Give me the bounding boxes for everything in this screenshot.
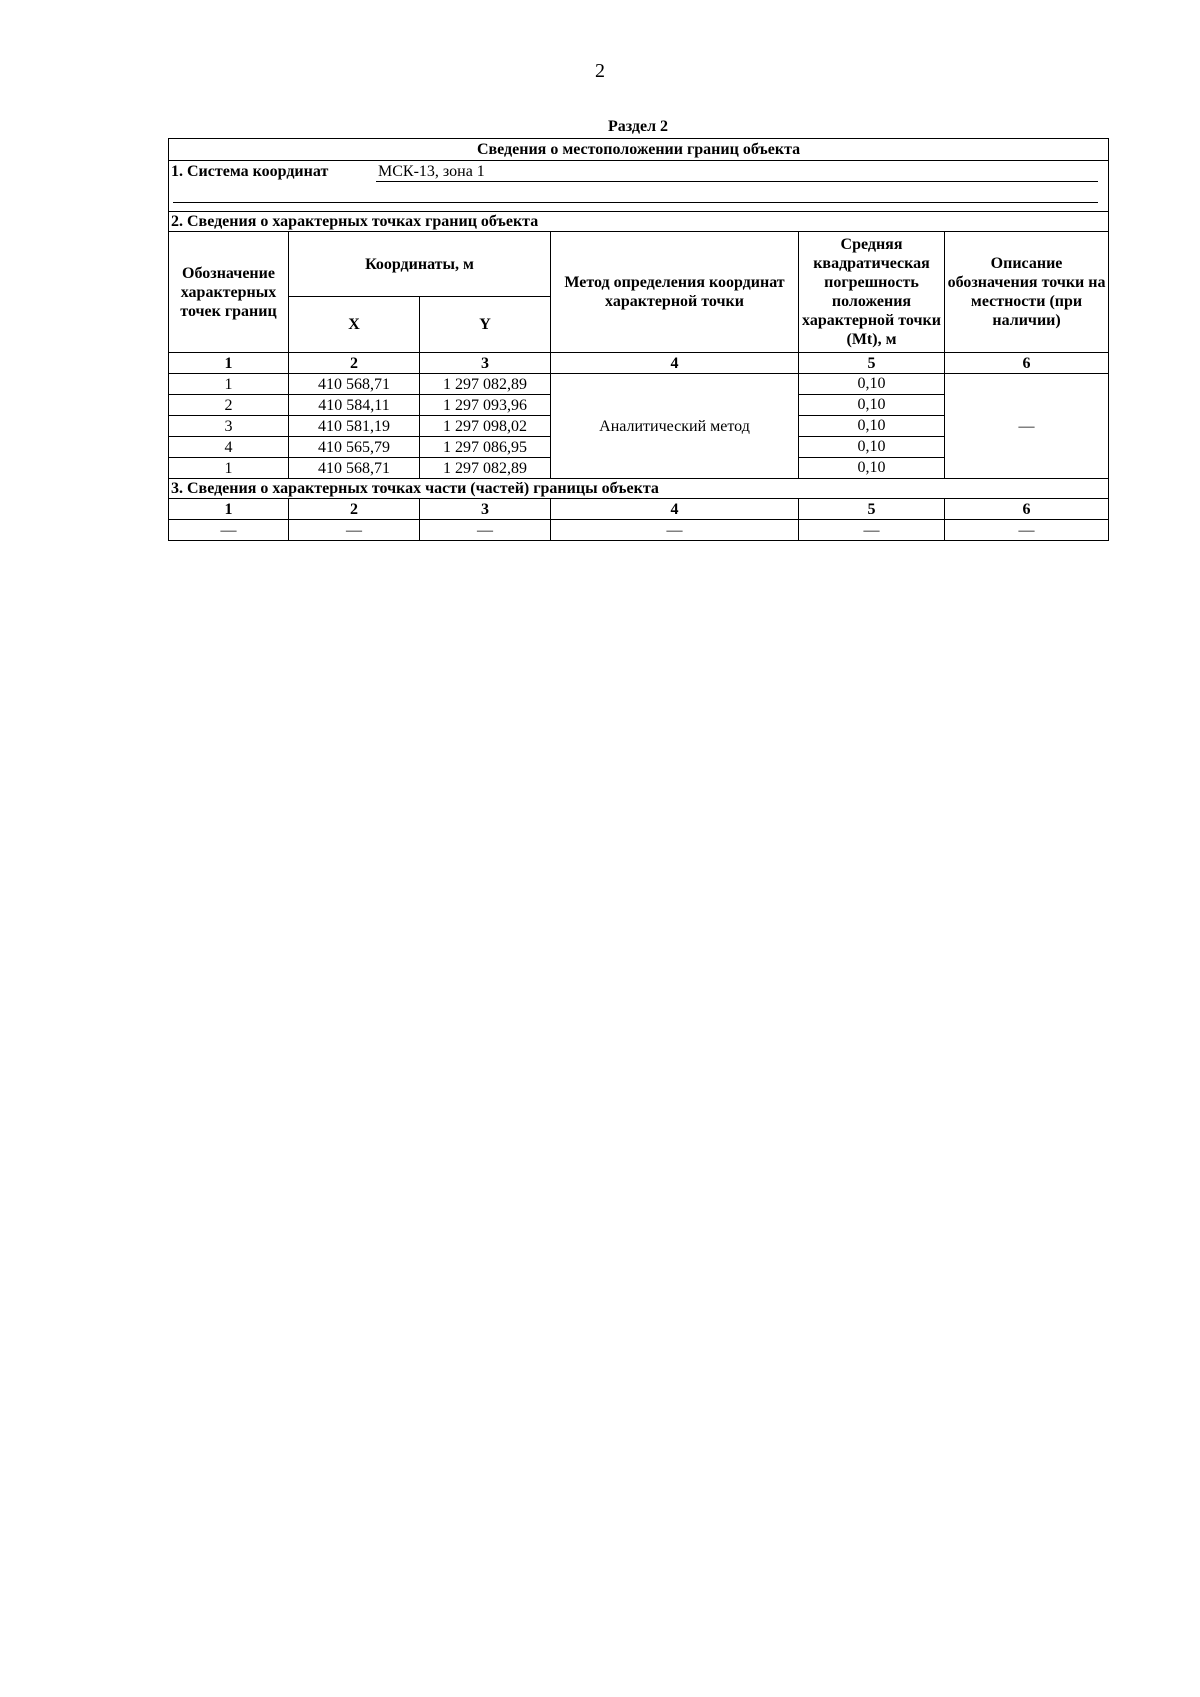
column-number: 6 — [945, 499, 1109, 520]
column-number: 1 — [169, 499, 289, 520]
header-coordinates: Координаты, м — [289, 232, 551, 297]
point-id: 2 — [169, 395, 289, 416]
coord-y: 1 297 098,02 — [420, 416, 551, 437]
parts-cell: — — [420, 520, 551, 541]
column-number: 3 — [420, 499, 551, 520]
column-number: 6 — [945, 353, 1109, 374]
mt-value: 0,10 — [799, 437, 944, 458]
point-id: 1 — [169, 458, 289, 479]
table-row — [169, 374, 1109, 395]
method-value: Аналитический метод — [551, 374, 799, 479]
coord-y: 1 297 093,96 — [420, 395, 551, 416]
point-id: 1 — [169, 374, 289, 395]
description-value: — — [945, 374, 1109, 479]
point-id: 4 — [169, 437, 289, 458]
header-y: Y — [420, 297, 551, 353]
coord-x: 410 568,71 — [289, 374, 420, 395]
coord-y: 1 297 086,95 — [420, 437, 551, 458]
column-number: 4 — [551, 353, 799, 374]
column-number: 2 — [289, 499, 420, 520]
mt-value: 0,10 — [799, 395, 944, 416]
header-point-designation: Обозначение характерных точек границ — [169, 232, 289, 353]
coord-y: 1 297 082,89 — [420, 374, 551, 395]
coord-x: 410 581,19 — [289, 416, 420, 437]
header-error: Средняя квадратическая погрешность положения характерной точки (Mt), м — [799, 232, 945, 353]
coord-system-cell — [169, 161, 1109, 212]
coord-system-label: 1. Система координат — [171, 163, 329, 180]
parts-cell: — — [799, 520, 945, 541]
column-number: 4 — [551, 499, 799, 520]
coord-y: 1 297 082,89 — [420, 458, 551, 479]
coord-system-rule — [173, 202, 1098, 203]
parts-cell: — — [551, 520, 799, 541]
coord-system-value: МСК-13, зона 1 — [376, 162, 1098, 182]
mt-column — [799, 374, 945, 479]
column-number: 2 — [289, 353, 420, 374]
header-method: Метод определения координат характерной точки — [551, 232, 799, 353]
section-title: Раздел 2 — [607, 118, 669, 135]
parts-cell: — — [169, 520, 289, 541]
mt-value: 0,10 — [857, 459, 886, 476]
coord-x: 410 568,71 — [289, 458, 420, 479]
boundary-table — [168, 138, 1109, 541]
mt-value: 0,10 — [799, 374, 944, 395]
coord-x: 410 584,11 — [289, 395, 420, 416]
table-title: Сведения о местоположении границ объекта — [169, 139, 1109, 161]
table-row — [169, 520, 1109, 541]
mt-value: 0,10 — [799, 416, 944, 437]
page-number: 2 — [595, 60, 605, 82]
header-x: X — [289, 297, 420, 353]
column-number: 5 — [799, 353, 945, 374]
coord-x: 410 565,79 — [289, 437, 420, 458]
column-number: 3 — [420, 353, 551, 374]
parts-cell: — — [289, 520, 420, 541]
column-number: 5 — [799, 499, 945, 520]
parts-section-title: 3. Сведения о характерных точках части (частей) границы объекта — [169, 479, 1109, 499]
point-id: 3 — [169, 416, 289, 437]
column-number: 1 — [169, 353, 289, 374]
header-description: Описание обозначения точки на местности (при наличии) — [945, 232, 1109, 353]
points-section-title: 2. Сведения о характерных точках границ объекта — [169, 212, 1109, 232]
parts-cell: — — [945, 520, 1109, 541]
